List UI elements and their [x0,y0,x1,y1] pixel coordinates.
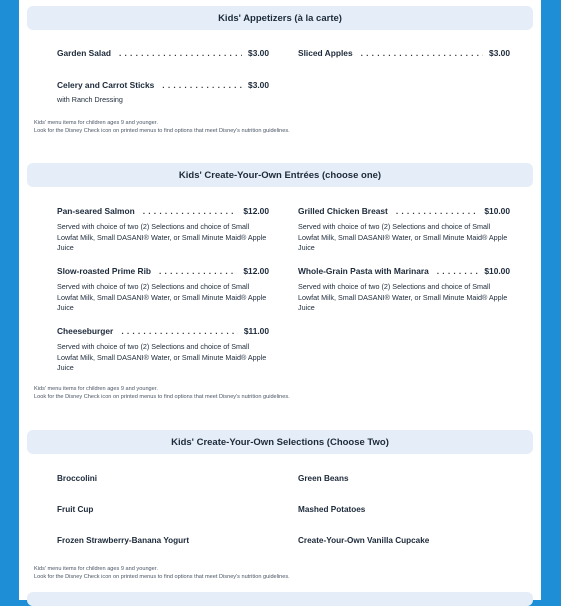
item-description: Served with choice of two (2) Selections and choice of Small Lowfat Milk, Small DASANI® Water, or Small Minute Maid® Apple Juice [298,282,508,312]
menu-item-chicken [298,206,510,254]
selection-green-beans: Green Beans [298,474,349,483]
disney-check-note: Look for the Disney Check icon on printed menus to find options that meet Disney's nutrition guidelines. [34,128,290,134]
item-price: $12.00 [243,206,269,216]
item-price: $12.00 [243,266,269,276]
item-price: $11.00 [243,326,269,336]
item-name: Pan-seared Salmon [57,206,135,216]
menu-item-cheeseburger [57,326,269,374]
dot-leader [159,266,237,276]
dot-leader [119,48,242,58]
item-price: $10.00 [484,206,510,216]
dot-leader [437,266,479,276]
item-price: $3.00 [248,80,269,90]
item-name: Garden Salad [57,48,111,58]
appetizers-section [27,6,533,30]
selection-broccolini: Broccolini [57,474,98,483]
item-name: Slow-roasted Prime Rib [57,266,152,276]
item-name: Cheeseburger [57,326,114,336]
selection-frozen-yogurt: Frozen Strawberry-Banana Yogurt [57,536,190,545]
item-price: $3.00 [489,48,510,58]
item-description: with Ranch Dressing [57,95,123,104]
menu-item-pasta [298,266,510,314]
entrees-note [34,385,290,401]
item-description: Served with choice of two (2) Selections and choice of Small Lowfat Milk, Small DASANI® Water, or Small Minute Maid® Apple Juice [298,222,508,252]
dot-leader [396,206,479,216]
dot-leader [162,80,242,90]
menu-item-garden-salad [57,48,269,58]
selection-fruit-cup: Fruit Cup [57,505,94,514]
menu-item-salmon [57,206,269,254]
item-name: Sliced Apples [298,48,353,58]
item-name: Celery and Carrot Sticks [57,80,155,90]
menu-item-celery-carrot [57,80,269,106]
selection-vanilla-cupcake: Create-Your-Own Vanilla Cupcake [298,536,430,545]
selections-note [34,565,290,581]
next-section-header-partial [27,592,533,606]
selections-header: Kids' Create-Your-Own Selections (Choose Two) [27,430,533,454]
dot-leader [143,206,238,216]
disney-check-note: Look for the Disney Check icon on printed menus to find options that meet Disney's nutrition guidelines. [34,574,290,580]
selection-mashed-potatoes: Mashed Potatoes [298,505,366,514]
age-note: Kids' menu items for children ages 9 and younger. [34,386,158,392]
item-name: Grilled Chicken Breast [298,206,388,216]
menu-item-prime-rib [57,266,269,314]
menu-item-sliced-apples [298,48,510,58]
item-name: Whole-Grain Pasta with Marinara [298,266,429,276]
item-price: $10.00 [484,266,510,276]
item-description: Served with choice of two (2) Selections and choice of Small Lowfat Milk, Small DASANI® Water, or Small Minute Maid® Apple Juice [57,282,267,312]
item-price: $3.00 [248,48,269,58]
age-note: Kids' menu items for children ages 9 and younger. [34,120,158,126]
appetizers-note [34,119,290,135]
disney-check-note: Look for the Disney Check icon on printed menus to find options that meet Disney's nutrition guidelines. [34,394,290,400]
dot-leader [361,48,483,58]
selections-section [27,430,533,454]
entrees-header: Kids' Create-Your-Own Entrées (choose one) [27,163,533,187]
dot-leader [121,326,238,336]
item-description: Served with choice of two (2) Selections and choice of Small Lowfat Milk, Small DASANI® Water, or Small Minute Maid® Apple Juice [57,222,267,252]
menu-panel [19,0,541,600]
age-note: Kids' menu items for children ages 9 and younger. [34,566,158,572]
appetizers-header: Kids' Appetizers (à la carte) [27,6,533,30]
entrees-section [27,163,533,187]
item-description: Served with choice of two (2) Selections and choice of Small Lowfat Milk, Small DASANI® Water, or Small Minute Maid® Apple Juice [57,342,267,372]
